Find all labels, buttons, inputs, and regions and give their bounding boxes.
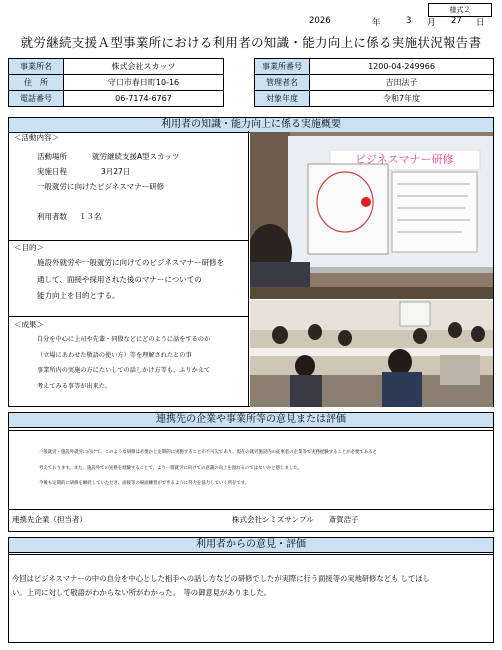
partner-comment-line: 一般就労・施設外就労に向けて、このような研修は必要かと定期的に実施することが不可欠であり、現在の就労施設内の従事者の企業等で実務経験することが必要であると [39,450,377,455]
divider [8,509,494,510]
activity-heading: ＜活動内容＞ [14,133,59,142]
location-label: 活動場所 [37,152,67,161]
info-value: 06-7174-6767 [64,91,224,107]
date-month: 3 [406,16,412,26]
result-line: （立場にあわせた敬語の使い方）等を理解されたとの事 [37,352,192,359]
info-label: 住 所 [9,75,64,91]
partner-company-value: 株式会社シミズサンプル 斎賀浩子 [232,515,359,524]
divider [8,430,494,432]
date-value: 3月27日 [101,167,131,176]
date-month-unit: 月 [427,18,436,28]
training-photo-whiteboard [250,132,493,299]
info-table-left [8,58,224,107]
partner-comment-line: 今後も定期的に研修を継続していただき、面接等の場面練習ができるように努力を協力していく所存です。 [39,481,250,486]
divider [8,240,249,241]
user-opinion-line: 今回はビジネスマナーの中の自分を中心とした相手への話し方などの研修でしたが実際に行う面接等の実地研修なども してほし [12,574,430,583]
info-label: 事業所番号 [255,59,310,75]
purpose-line: 通して、面接や採用された後のマナーについての [37,275,202,284]
user-opinion-line: い。上司に対して敬語がわからない所がわかった。 等の御意見がありました。 [12,588,272,597]
partner-comment-line: 考えております。また、施設外での実務を経験することで、より一層就労に向けての意識の向上を図れるのではないかと感じました。 [39,466,303,471]
users-value: １３名 [79,212,102,221]
info-value: 1200-04-249966 [310,59,494,75]
info-value: 株式会社スカッツ [64,59,224,75]
divider [8,554,494,555]
info-value: 令和7年度 [310,91,494,107]
training-photo-classroom [250,300,493,407]
purpose-line: 施設外就労や一般就労に向けてのビジネスマナー研修を [37,258,225,267]
purpose-line: 能力向上を目的とする。 [37,291,120,300]
divider [8,316,249,317]
info-label: 管理者名 [255,75,310,91]
result-heading: ＜成果＞ [14,320,44,329]
date-day: 27 [451,16,462,26]
info-value: 守口市春日町10-16 [64,75,224,91]
info-label: 対象年度 [255,91,310,107]
date-label: 実施日程 [37,167,67,176]
partner-company-label: 連携先企業（担当者） [12,515,87,524]
info-table-right [254,58,494,107]
result-line: 自分を中心に上司や先輩・同僚などにどのように話をするのか [37,336,211,343]
training-name: 一般就労に向けたビジネスマナー研修 [37,182,165,191]
info-label: 事業所名 [9,59,64,75]
date-year-unit: 年 [372,18,381,28]
user-opinion-heading: 利用者からの意見・評価 [9,538,493,553]
users-label: 利用者数 [37,212,67,221]
result-line: 考えてみる事等が出来た。 [37,383,112,390]
location-value: 就労継続支援A型スカッツ [92,152,180,161]
page-title: 就労継続支援Ａ型事業所における利用者の知識・能力向上に係る実施状況報告書 [20,35,482,50]
whiteboard-text: ビジネスマナー研修 [355,153,454,166]
overview-heading: 利用者の知識・能力向上に係る実施概要 [9,118,493,133]
info-label: 電話番号 [9,91,64,107]
date-year: 2026 [309,16,331,26]
purpose-heading: ＜目的＞ [14,243,44,252]
form-number: 様式２ [428,3,492,17]
result-line: 事業所内の実施の方にたいしての話しかけ方等も、ふりかえて [37,367,211,374]
info-value: 吉田法子 [310,75,494,91]
date-day-unit: 日 [476,18,485,28]
partner-heading: 連携先の企業や事業所等の意見または評価 [9,413,493,428]
